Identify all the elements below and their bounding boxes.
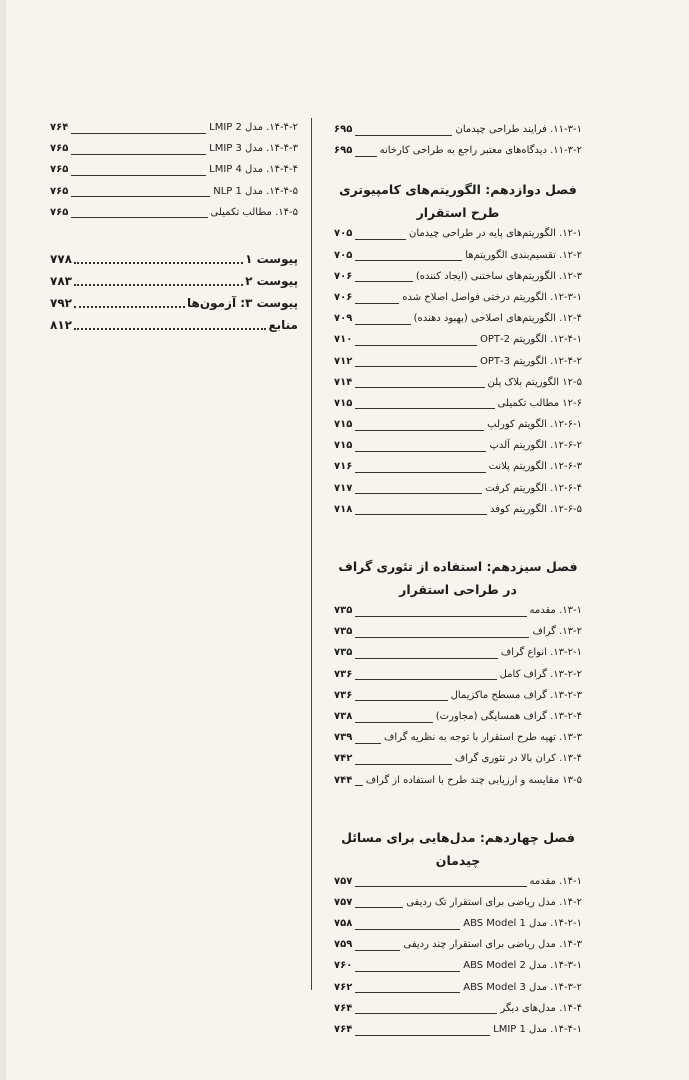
dot-leader (355, 906, 403, 908)
entry-title: پیوست ۳: آزمون‌ها (187, 295, 298, 310)
dot-leader (74, 306, 185, 308)
dot-leader (355, 259, 462, 261)
dot-leader (355, 949, 400, 951)
entry-title: ۱۲-۶-۴. الگوریتم کرفت (485, 482, 582, 494)
toc-entry (334, 483, 582, 504)
toc-entry (50, 207, 298, 228)
entry-page-number: ۷۱۵ (334, 419, 353, 431)
entry-page-number: ۷۰۶ (334, 270, 353, 282)
toc-entry (50, 318, 298, 340)
entry-page-number: ۷۷۸ (50, 251, 72, 266)
toc-entry (334, 461, 582, 482)
entry-page-number: ۷۱۰ (334, 334, 353, 346)
entry-page-number: ۷۱۲ (334, 355, 353, 367)
toc-entry (334, 711, 582, 732)
spacer (334, 525, 582, 543)
toc-entry (334, 1003, 582, 1024)
toc-entry (334, 605, 582, 626)
chapter-heading: فصل سیزدهم: استفاده از تئوری گراف در طراحی استقرار (338, 559, 578, 597)
entry-title: ۱۲-۳. الگوریتم‌های ساختنی (ایجاد کننده) (415, 270, 582, 282)
entry-page-number: ۷۳۶ (334, 689, 353, 701)
entry-page-number: ۷۴۴ (334, 774, 353, 786)
entry-title: ۱۴-۳. مدل ریاضی برای استقرار چند ردیفی (403, 939, 582, 951)
entry-page-number: ۷۰۹ (334, 313, 353, 325)
toc-entry (334, 313, 582, 334)
dot-leader (355, 885, 526, 887)
entry-page-number: ۷۱۴ (334, 376, 353, 388)
entry-page-number: ۷۸۳ (50, 273, 72, 288)
dot-leader (355, 1012, 497, 1014)
entry-page-number: ۷۱۸ (334, 503, 353, 515)
toc-entry (334, 292, 582, 313)
dot-leader (71, 216, 207, 218)
entry-title: ۱۴-۲-۱. مدل ABS Model 1 (463, 918, 582, 930)
toc-entry (334, 228, 582, 249)
toc-entry (50, 186, 298, 207)
entry-title: ۱۲-۶-۲. الگوریتم آلدپ (489, 440, 582, 452)
dot-leader (355, 407, 494, 409)
entry-page-number: ۷۴۲ (334, 753, 353, 765)
toc-entry (334, 398, 582, 419)
entry-title: ۱۴-۴-۳. مدل LMIP 3 (209, 143, 298, 155)
toc-entry (334, 753, 582, 774)
entry-title: ۱۳-۲. گراف (532, 626, 582, 638)
dot-leader (355, 429, 484, 431)
toc-entry (334, 690, 582, 711)
dot-leader (71, 195, 210, 197)
dot-leader (355, 280, 413, 282)
toc-entry (50, 122, 298, 143)
spacer (50, 228, 298, 252)
entry-title: ۱۴-۵. مطالب تکمیلی (210, 206, 298, 218)
toc-entry (334, 732, 582, 753)
page-edge (0, 0, 6, 1080)
toc-entry (334, 669, 582, 690)
toc-entry (334, 982, 582, 1003)
dot-leader (74, 284, 243, 286)
entry-page-number: ۷۶۴ (334, 1002, 353, 1014)
entry-page-number: ۷۳۸ (334, 710, 353, 722)
toc-entry (334, 504, 582, 525)
dot-leader (355, 742, 381, 744)
toc-entry (50, 252, 298, 274)
entry-title: ۱۲-۶-۳. الگوریتم پلانت (488, 461, 582, 473)
toc-entry (334, 250, 582, 271)
entry-title: ۱۳-۵ مقایسه و ارزیابی چند طرح با استفاده از گراف (365, 774, 582, 786)
dot-leader (355, 928, 460, 930)
entry-title: ۱۴-۱. مقدمه (529, 875, 582, 887)
entry-page-number: ۷۱۵ (334, 440, 353, 452)
column-divider (311, 118, 312, 990)
entry-page-number: ۷۱۶ (334, 461, 353, 473)
dot-leader (355, 513, 487, 515)
toc-entry (334, 876, 582, 897)
entry-title: ۱۳-۴. کران بالا در تئوری گراف (454, 753, 582, 765)
entry-title: ۱۳-۲-۱. انواع گراف (500, 647, 582, 659)
entry-page-number: ۷۶۰ (334, 960, 353, 972)
dot-leader (355, 492, 482, 494)
entry-page-number: ۶۹۵ (334, 124, 353, 135)
toc-entry (334, 918, 582, 939)
chapter-heading: فصل چهاردهم: مدل‌هایی برای مسائل چیدمان (341, 829, 575, 868)
entry-title: ۱۴-۴-۵. مدل NLP 1 (213, 185, 298, 197)
toc-entry (50, 164, 298, 185)
dot-leader (355, 763, 452, 765)
entry-title: ۱۴-۳-۱. مدل ABS Model 2 (463, 960, 582, 972)
entry-title: پیوست ۲ (245, 273, 298, 288)
entry-title: ۱۲-۱. الگوریتم‌های پایه در طراحی چیدمان (409, 228, 582, 240)
dot-leader (74, 328, 266, 330)
chapter-heading: فصل دوازدهم: الگوریتم‌های کامپیوتری طرح استقرار (339, 182, 577, 221)
entry-title: ۱۲-۴-۲. الگوریتم 3-OPT (479, 355, 582, 367)
toc-entry (334, 377, 582, 398)
entry-page-number: ۷۶۲ (334, 981, 353, 993)
entry-title: منابع (268, 317, 298, 332)
toc-entry (334, 897, 582, 918)
entry-title: ۱۲-۶ مطالب تکمیلی (497, 397, 582, 409)
entry-page-number: ۷۱۵ (334, 397, 353, 409)
entry-page-number: ۷۵۷ (334, 896, 353, 908)
entry-page-number: ۷۶۵ (50, 185, 69, 197)
toc-entry (334, 124, 582, 145)
entry-title: ۱۴-۴-۱. مدل LMIP 1 (493, 1024, 582, 1035)
entry-title: ۱۳-۲-۳. گراف مسطح ماکزیمال (450, 689, 582, 701)
entry-title: ۱۲-۲. تقسیم‌بندی الگوریتم‌ها (465, 249, 582, 261)
entry-page-number: ۷۵۸ (334, 918, 353, 930)
entry-page-number: ۷۱۷ (334, 482, 353, 494)
dot-leader (355, 615, 526, 617)
entry-title: ۱۳-۲-۴. گراف همسایگی (مجاورت) (435, 710, 582, 722)
entry-title: ۱۳-۲-۲. گراف کامل (499, 668, 582, 680)
dot-leader (355, 155, 376, 157)
dot-leader (355, 365, 477, 367)
toc-entry (50, 274, 298, 296)
entry-title: ۱۲-۳-۱. الگوریتم درختی فواصل اصلاح شده (402, 291, 582, 303)
dot-leader (355, 344, 477, 346)
dot-leader (71, 153, 206, 155)
entry-page-number: ۸۱۲ (50, 317, 72, 332)
toc-entry (334, 1024, 582, 1045)
entry-page-number: ۷۶۵ (50, 206, 69, 218)
entry-page-number: ۷۹۲ (50, 295, 72, 310)
dot-leader (355, 238, 406, 240)
dot-leader (355, 1034, 490, 1036)
entry-page-number: ۷۳۵ (334, 605, 353, 616)
entry-title: ۱۴-۴. مدل‌های دیگر (500, 1002, 582, 1014)
entry-title: ۱۲-۶-۵. الگوریتم کوفد (490, 503, 582, 515)
toc-entry (334, 145, 582, 166)
toc-entry (334, 440, 582, 461)
entry-page-number: ۷۳۵ (334, 626, 353, 638)
dot-leader (355, 386, 484, 388)
toc-left-column (50, 122, 298, 340)
entry-title: ۱۲-۵ الگوریتم بلاک پلن (487, 376, 582, 388)
entry-page-number: ۷۵۷ (334, 875, 353, 887)
entry-title: ۱۳-۱. مقدمه (529, 605, 582, 616)
entry-page-number: ۷۶۴ (50, 122, 69, 133)
entry-page-number: ۷۶۵ (50, 164, 69, 176)
entry-title: ۱۴-۲. مدل ریاضی برای استقرار تک ردیفی (406, 896, 582, 908)
dot-leader (355, 991, 460, 993)
entry-page-number: ۷۶۴ (334, 1024, 353, 1035)
dot-leader (74, 262, 243, 264)
toc-entry (334, 271, 582, 292)
toc-entry (334, 647, 582, 668)
toc-entry (334, 960, 582, 981)
entry-page-number: ۷۰۵ (334, 249, 353, 261)
dot-leader (355, 657, 498, 659)
entry-title: ۱۱-۳-۲. دیدگاه‌های معتبر راجع به طراحی کارخانه (379, 145, 582, 157)
dot-leader (71, 174, 206, 176)
dot-leader (355, 678, 496, 680)
dot-leader (355, 721, 432, 723)
dot-leader (355, 323, 410, 325)
dot-leader (71, 132, 206, 134)
entry-title: ۱۲-۴. الگوریتم‌های اصلاحی (بهبود دهنده) (413, 313, 582, 325)
dot-leader (355, 450, 486, 452)
toc-entry (334, 419, 582, 440)
dot-leader (355, 302, 399, 304)
entry-title: ۱۴-۴-۴. مدل LMIP 4 (209, 164, 298, 176)
toc-entry (334, 775, 582, 796)
entry-page-number: ۷۶۵ (50, 143, 69, 155)
toc-right-column (334, 124, 582, 1045)
entry-title: پیوست ۱ (245, 251, 298, 266)
dot-leader (355, 134, 452, 136)
entry-page-number: ۷۰۵ (334, 228, 353, 240)
entry-page-number: ۷۰۶ (334, 291, 353, 303)
entry-page-number: ۷۳۶ (334, 668, 353, 680)
dot-leader (355, 471, 485, 473)
toc-entry (50, 296, 298, 318)
toc-entry (334, 939, 582, 960)
dot-leader (355, 970, 460, 972)
entry-page-number: ۷۳۹ (334, 732, 353, 744)
entry-page-number: ۶۹۵ (334, 145, 353, 157)
dot-leader (355, 636, 529, 638)
entry-title: ۱۲-۶-۱. الگویتم کورلپ (487, 419, 582, 431)
spacer (334, 796, 582, 814)
entry-page-number: ۷۵۹ (334, 939, 353, 951)
entry-title: ۱۴-۴-۲. مدل LMIP 2 (209, 122, 298, 133)
dot-leader (355, 699, 447, 701)
toc-entry (334, 626, 582, 647)
entry-title: ۱۱-۳-۱. فرایند طراحی چیدمان (455, 124, 582, 135)
entry-page-number: ۷۳۵ (334, 647, 353, 659)
entry-title: ۱۲-۴-۱. الگوریتم 2-OPT (479, 334, 582, 346)
toc-entry (50, 143, 298, 164)
entry-title: ۱۴-۳-۲. مدل ABS Model 3 (463, 981, 582, 993)
toc-entry (334, 356, 582, 377)
dot-leader (355, 784, 362, 786)
entry-title: ۱۳-۳. تهیه طرح استقرار با توجه به نظریه گراف (384, 732, 582, 744)
toc-entry (334, 334, 582, 355)
